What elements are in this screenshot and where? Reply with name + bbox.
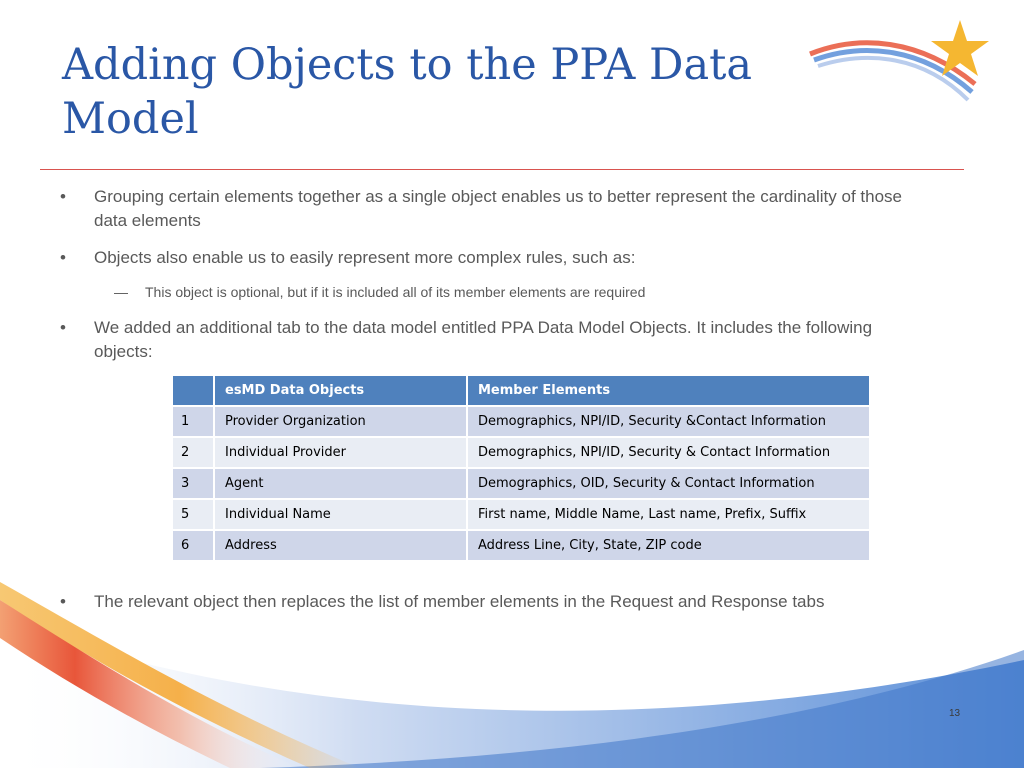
title-line-1: Adding Objects to the PPA Data [62, 40, 752, 90]
title-line-2: Model [62, 94, 199, 144]
row-object: Provider Organization [214, 406, 467, 437]
row-members: First name, Middle Name, Last name, Prefix, Suffix [467, 499, 870, 530]
table-row [172, 499, 870, 530]
row-members: Demographics, NPI/ID, Security & Contact Information [467, 437, 870, 468]
row-members: Demographics, NPI/ID, Security &Contact Information [467, 406, 870, 437]
header-index [172, 375, 214, 406]
bullet-text: The relevant object then replaces the list of member elements in the Request and Response tabs [94, 592, 825, 611]
star-swoosh-logo [800, 14, 1000, 104]
row-object: Individual Name [214, 499, 467, 530]
row-index: 5 [172, 499, 214, 530]
header-member-elements: Member Elements [467, 375, 870, 406]
table-header-row [172, 375, 870, 406]
row-object: Individual Provider [214, 437, 467, 468]
row-object: Address [214, 530, 467, 561]
sub-bullet-dash: — [114, 284, 128, 300]
bullet-text: Objects also enable us to easily represent more complex rules, such as: [94, 248, 636, 267]
bullet-dot: • [60, 318, 66, 337]
bullet-dot: • [60, 248, 66, 267]
table-row [172, 530, 870, 561]
bullet-grouping [60, 185, 924, 233]
row-index: 2 [172, 437, 214, 468]
bullet-dot: • [60, 592, 66, 611]
slide-title [62, 38, 842, 146]
row-members: Demographics, OID, Security & Contact Information [467, 468, 870, 499]
header-data-objects: esMD Data Objects [214, 375, 467, 406]
row-members: Address Line, City, State, ZIP code [467, 530, 870, 561]
bullet-complex-rules [60, 246, 924, 270]
sub-bullet-text: This object is optional, but if it is included all of its member elements are required [145, 284, 646, 300]
page-number: 13 [949, 708, 961, 719]
table-row [172, 437, 870, 468]
table-row [172, 468, 870, 499]
title-divider [40, 169, 964, 170]
row-index: 6 [172, 530, 214, 561]
data-objects-table [171, 374, 871, 562]
bullet-relevant-object [60, 590, 924, 614]
table-row [172, 406, 870, 437]
bullet-text: We added an additional tab to the data model entitled PPA Data Model Objects. It includes the following objects: [94, 318, 873, 361]
sub-bullet-optional [114, 283, 646, 301]
row-index: 3 [172, 468, 214, 499]
bullet-additional-tab [60, 316, 924, 364]
row-index: 1 [172, 406, 214, 437]
bullet-text: Grouping certain elements together as a single object enables us to better represent the cardinality of those data elements [94, 187, 902, 230]
row-object: Agent [214, 468, 467, 499]
bullet-dot: • [60, 187, 66, 206]
